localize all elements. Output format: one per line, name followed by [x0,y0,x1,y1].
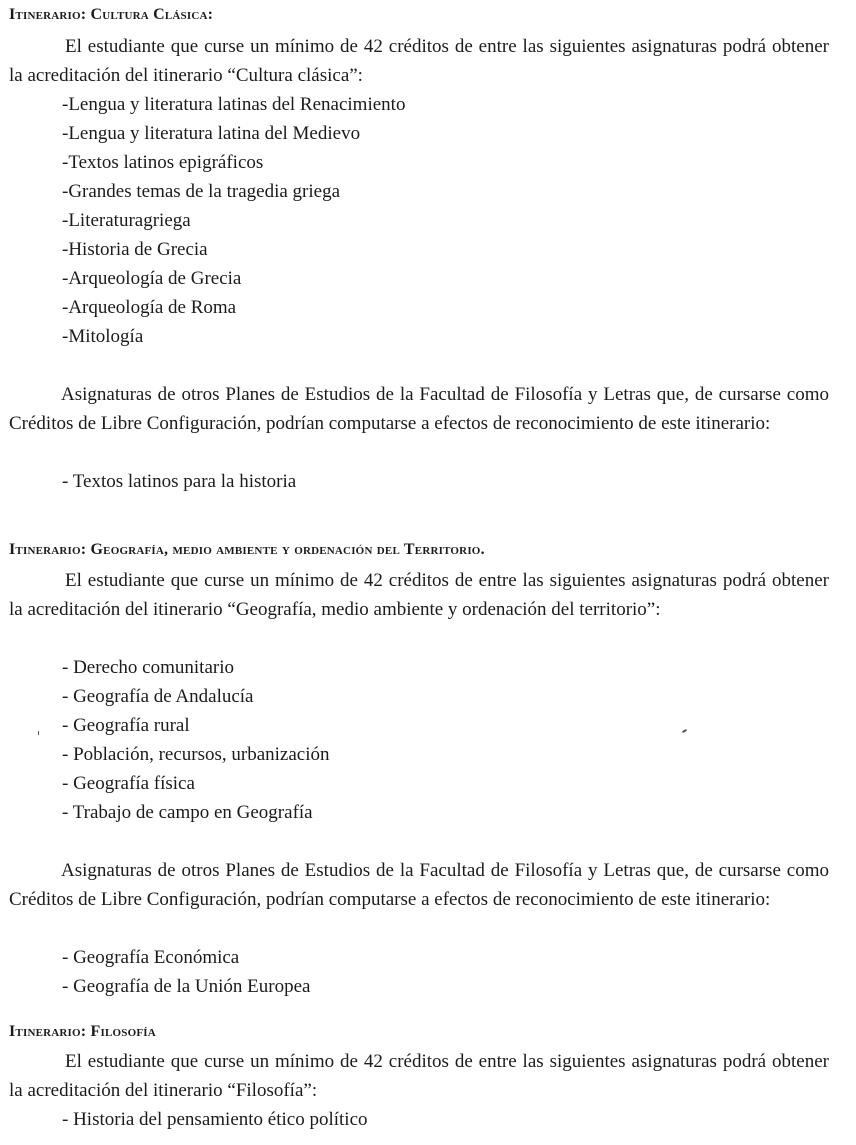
subject-item: - Derecho comunitario [62,657,234,678]
scan-speck [38,731,39,735]
other-subject-list [62,943,310,1001]
subject-item: -Textos latinos epigráficos [62,152,264,173]
subject-list [62,1105,368,1134]
subject-item: - Trabajo de campo en Geografía [62,802,313,823]
subject-list [62,653,330,827]
subject-list [62,90,405,351]
subject-item: -Literaturagriega [62,210,191,231]
other-subject-list [62,467,296,496]
subject-item: -Mitología [62,326,144,347]
section-heading: Itinerario: Cultura Clásica: [9,6,214,23]
subject-item: -Historia de Grecia [62,239,208,260]
other-subject-item: - Geografía Económica [62,947,240,968]
subject-item: - Historia del pensamiento ético político [62,1109,368,1130]
scan-speck [682,729,687,733]
other-plans-paragraph: Asignaturas de otros Planes de Estudios de la Facultad de Filosofía y Letras que, de cursarse como Créditos de Libre Configuración, podrían computarse a efectos de reconocimiento de este itinerario: [9,860,829,910]
section-heading: Itinerario: Geografía, medio ambiente y ordenación del Territorio. [9,541,485,558]
section-heading: Itinerario: Filosofía [9,1023,156,1040]
section-intro-paragraph: El estudiante que curse un mínimo de 42 créditos de entre las siguientes asignaturas podrá obtener la acreditación del itinerario “Geografía, medio ambiente y ordenación del territorio”: [9,570,829,620]
section-intro-paragraph: El estudiante que curse un mínimo de 42 créditos de entre las siguientes asignaturas podrá obtener la acreditación del itinerario “Filosofía”: [9,1051,829,1101]
section-intro-paragraph: El estudiante que curse un mínimo de 42 créditos de entre las siguientes asignaturas podrá obtener la acreditación del itinerario “Cultura clásica”: [9,36,829,86]
subject-item: -Lengua y literatura latina del Medievo [62,123,361,144]
other-plans-paragraph: Asignaturas de otros Planes de Estudios de la Facultad de Filosofía y Letras que, de cursarse como Créditos de Libre Configuración, podrían computarse a efectos de reconocimiento de este itinerario: [9,384,829,434]
subject-item: -Arqueología de Roma [62,297,237,318]
other-subject-item: - Textos latinos para la historia [62,471,297,492]
subject-item: -Lengua y literatura latinas del Renacimiento [62,94,406,115]
subject-item: - Geografía física [62,773,195,794]
subject-item: - Geografía rural [62,715,190,736]
subject-item: - Geografía de Andalucía [62,686,254,707]
subject-item: - Población, recursos, urbanización [62,744,330,765]
subject-item: -Grandes temas de la tragedia griega [62,181,341,202]
other-subject-item: - Geografía de la Unión Europea [62,976,311,997]
subject-item: -Arqueología de Grecia [62,268,242,289]
